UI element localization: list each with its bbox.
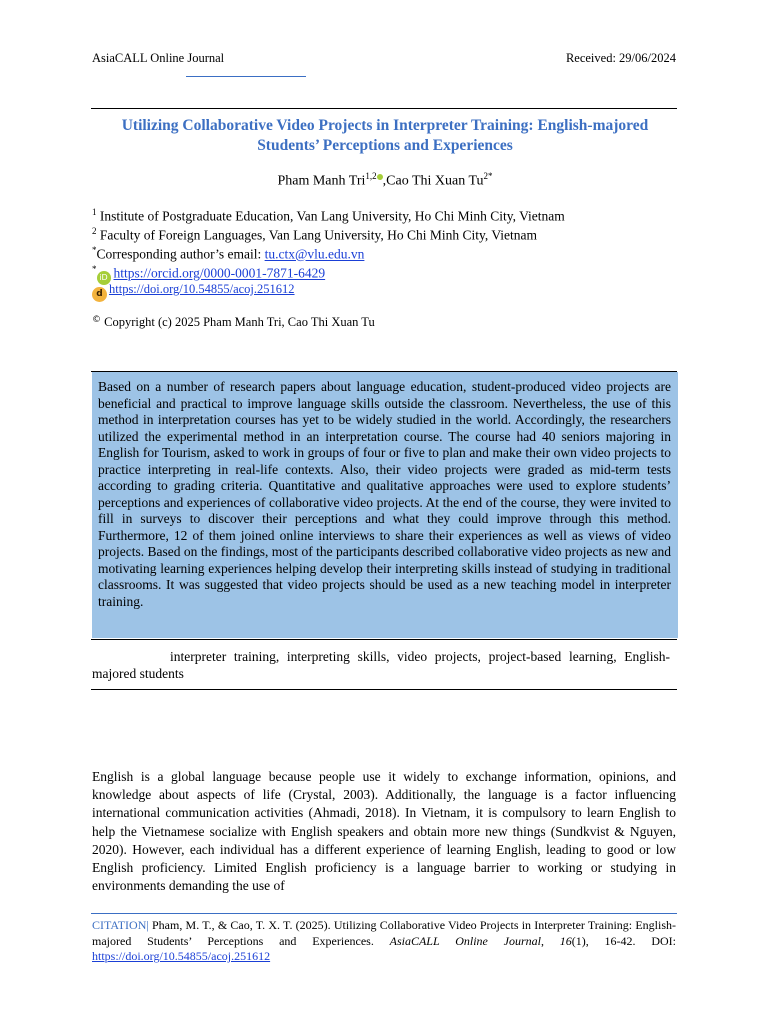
abstract-text: Based on a number of research papers about language education, student-produced video projects are beneficial and practical to improve language skills outside the classroom. Nevertheless, the use of this method in interpretation courses has yet to be widely studied in the world. Accordingly, the researchers utilized the experimental method in an interpretation course. The course had 40 seniors majoring in English for Tourism, asked to work in groups of four or five to plan and make their own video projects to practice interpreting in real-life contexts. Also, their video projects were graded as mid-term tests according to grading criteria. Quantitative and qualitative approaches were used to explore students’ perceptions and experiences of collaborative video projects. At the end of the course, they were invited to fill in surveys to discover their perceptions and what they could improve through this method. Furthermore, 12 of them joined online interviews to share their experiences as well as views of video projects. Based on the findings, most of the participants described collaborative video projects as new and motivating learning experiences helping develop their interpreting skills instead of studying in traditional classrooms. It was suggested that video projects should be used as a new teaching model in interpreter training. <box>98 379 671 609</box>
author-2-affil-sup: 2* <box>483 171 493 181</box>
journal-name: AsiaCALL Online Journal <box>92 51 225 65</box>
corresponding-email-link[interactable]: tu.ctx@vlu.edu.vn <box>264 246 365 262</box>
header-rule <box>91 108 677 109</box>
affiliation-1-text: Institute of Postgraduate Education, Van Lang University, Ho Chi Minh City, Vietnam <box>99 208 565 224</box>
header-accent-line <box>186 76 306 77</box>
affiliation-1-sup: 1 <box>92 207 97 217</box>
copyright-text: Copyright (c) 2025 Pham Manh Tri, Cao Thi Xuan Tu <box>104 315 375 329</box>
citation-divider: | <box>146 918 149 932</box>
author-1-name: Pham Manh Tri <box>277 173 366 189</box>
citation-rule <box>91 913 677 914</box>
corresponding-label: Corresponding author’s email: <box>96 246 265 262</box>
citation-volume: 16 <box>559 933 572 948</box>
author-separator: , <box>382 173 387 189</box>
keywords-block <box>92 648 670 682</box>
doi-line <box>92 280 295 302</box>
author-2-name: Cao Thi Xuan Tu <box>386 173 484 189</box>
orcid-link[interactable]: https://orcid.org/0000-0001-7871-6429 <box>113 265 326 281</box>
citation-journal: AsiaCALL Online Journal <box>389 933 541 948</box>
paper-title: Utilizing Collaborative Video Projects in Interpreter Training: English-majored Students’ Perceptions and Experiences <box>121 117 649 154</box>
introduction-paragraph: English is a global language because people use it widely to exchange information, opinions, and knowledge about aspects of life (Crystal, 2003). Additionally, the language is a factor influencing international communication activities (Ahmadi, 2018). In Vietnam, it is compulsory to learn English to help the Vietnamese socialize with English speakers and obtain more new things (Sundkvist & Nguyen, 2020). However, each individual has a different experience of learning English, leading to good or low English proficiency. Limited English proficiency is a language barrier to working or studying in environments demanding the use of <box>92 769 676 894</box>
doi-icon: d <box>92 287 107 302</box>
author-1-affil-sup: 1,2 <box>365 171 377 181</box>
abstract-bottom-rule <box>91 639 677 640</box>
abstract-box <box>92 372 678 638</box>
author-line <box>92 171 678 190</box>
copyright-line <box>92 315 375 330</box>
corresponding-sup: * <box>92 245 97 255</box>
citation-issue-pages: (1), 16-42. DOI: <box>571 933 676 948</box>
doi-link[interactable]: https://doi.org/10.54855/acoj.251612 <box>109 282 295 296</box>
citation-text: Pham, M. T., & Cao, T. X. T. (2025). Utilizing Collaborative Video Projects in Interpreter Training: English-majored Students’ Perceptions and Experiences. <box>92 918 676 948</box>
orcid-sup: * <box>92 264 97 274</box>
citation-comma: , <box>540 933 560 948</box>
received-date: Received: 29/06/2024 <box>565 51 676 65</box>
citation-doi-link[interactable]: https://doi.org/10.54855/acoj.251612 <box>92 949 271 963</box>
copyright-icon: © <box>92 315 101 325</box>
keywords-rule <box>91 689 677 690</box>
keywords-text: interpreter training, interpreting skills, video projects, project-based learning, English-majored students <box>92 649 670 681</box>
citation-label: CITATION <box>92 918 147 932</box>
affiliation-2-sup: 2 <box>92 226 97 236</box>
citation-block <box>92 918 676 965</box>
orcid-icon: iD <box>97 271 111 285</box>
affiliation-2-text: Faculty of Foreign Languages, Van Lang University, Ho Chi Minh City, Vietnam <box>99 227 538 243</box>
